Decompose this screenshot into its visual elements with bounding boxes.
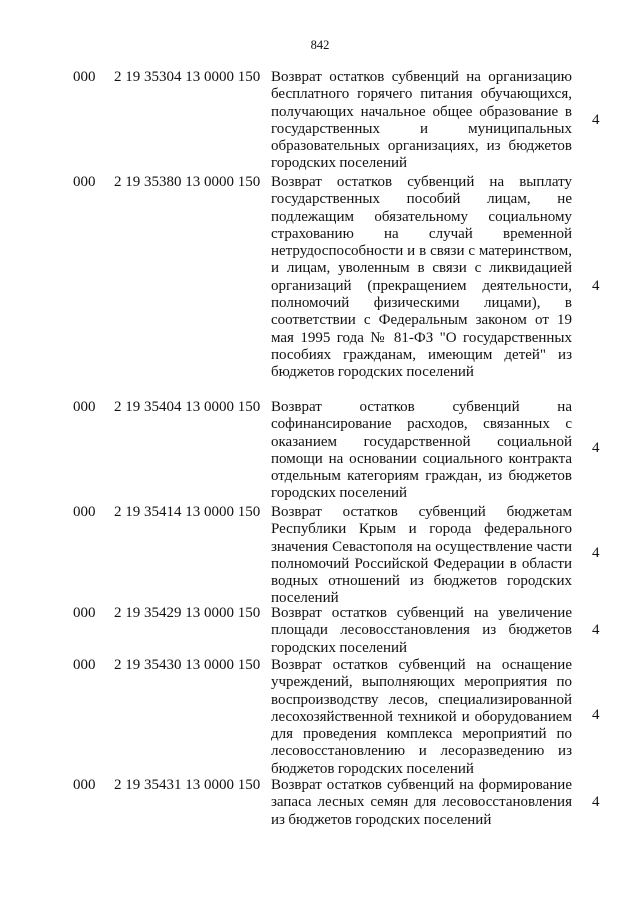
row-description: Возврат остатков субвенций на оснащение учреждений, выполняющих мероприятия по воспроизводству лесов, специализированной лесохозяйственной техникой и оборудованием для проведения комплекса мероприятий по лесовосстановлению и лесоразведению из бюджетов городских поселений <box>271 657 572 777</box>
budget-classification-code: 2 19 35429 13 0000 150 <box>114 605 261 621</box>
row-description: Возврат остатков субвенций на увеличение площади лесовосстановления из бюджетов городских поселений <box>271 605 572 656</box>
budget-classification-code: 2 19 35430 13 0000 150 <box>114 657 261 673</box>
budget-classification-code: 2 19 35414 13 0000 150 <box>114 504 261 520</box>
budget-classification-code: 2 19 35404 13 0000 150 <box>114 399 261 415</box>
row-amount: 4 <box>592 278 600 294</box>
row-amount: 4 <box>592 112 600 128</box>
budget-classification-code: 2 19 35431 13 0000 150 <box>114 777 261 793</box>
row-description: Возврат остатков субвенций на формирование запаса лесных семян для лесовосстановления из бюджетов городских поселений <box>271 777 572 828</box>
admin-code: 000 <box>73 504 96 520</box>
row-amount: 4 <box>592 440 600 456</box>
row-description: Возврат остатков субвенций на софинансирование расходов, связанных с оказанием государственной социальной помощи на основании социального контракта отдельным категориям граждан, из бюджетов городских поселений <box>271 399 572 502</box>
admin-code: 000 <box>73 399 96 415</box>
admin-code: 000 <box>73 657 96 673</box>
admin-code: 000 <box>73 174 96 190</box>
row-description: Возврат остатков субвенций на организацию бесплатного горячего питания обучающихся, получающих начальное общее образование в государственных и муниципальных образовательных организациях, из бюджетов городских поселений <box>271 69 572 172</box>
row-amount: 4 <box>592 794 600 810</box>
admin-code: 000 <box>73 777 96 793</box>
budget-classification-code: 2 19 35380 13 0000 150 <box>114 174 261 190</box>
page-number: 842 <box>310 38 330 52</box>
row-description: Возврат остатков субвенций бюджетам Республики Крым и города федерального значения Севастополя на осуществление части полномочий Российской Федерации в области водных отношений из бюджетов городских поселений <box>271 504 572 607</box>
row-amount: 4 <box>592 707 600 723</box>
admin-code: 000 <box>73 605 96 621</box>
budget-classification-code: 2 19 35304 13 0000 150 <box>114 69 261 85</box>
row-amount: 4 <box>592 622 600 638</box>
admin-code: 000 <box>73 69 96 85</box>
row-amount: 4 <box>592 545 600 561</box>
row-description: Возврат остатков субвенций на выплату государственных пособий лицам, не подлежащим обязательному социальному страхованию на случай временной нетрудоспособности и в связи с материнством, и лицам, уволенным в связи с ликвидацией организаций (прекращением деятельности, полномочий физическими лицами), в соответствии с Федеральным законом от 19 мая 1995 года № 81-ФЗ "О государственных пособиях гражданам, имеющим детей" из бюджетов городских поселений <box>271 174 572 381</box>
